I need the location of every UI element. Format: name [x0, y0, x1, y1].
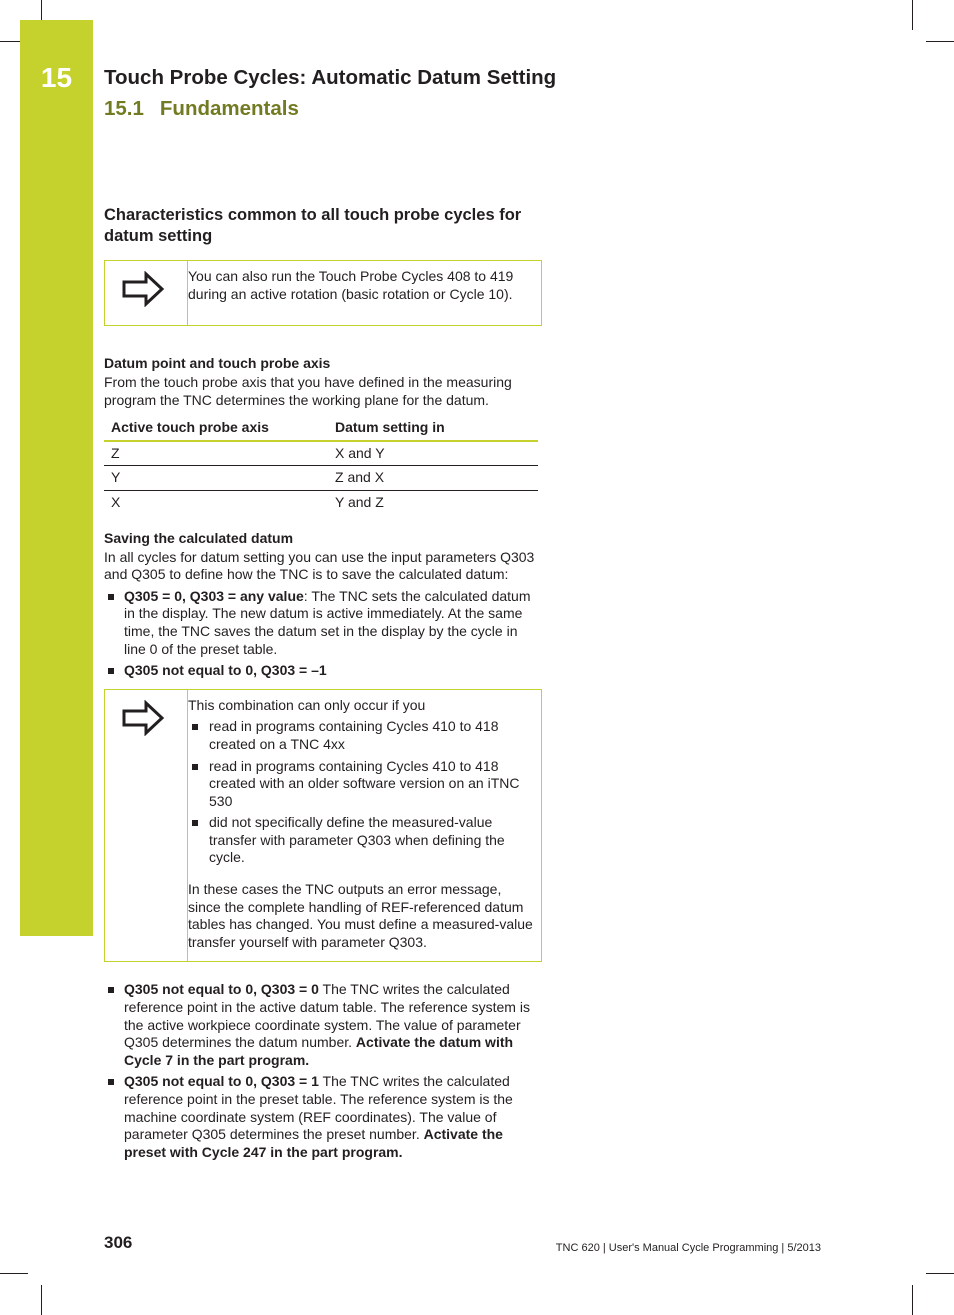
table-header-cell: Datum setting in: [328, 415, 538, 441]
table-row: [104, 466, 538, 491]
list-item: [104, 981, 540, 1069]
list-item-text: : The TNC sets the calculated datum in the display. The new datum is active immediately. At the same time, the TNC saves the datum set in the display by the cycle in line 0 of the preset table.: [124, 587, 531, 657]
note-box: [104, 689, 542, 963]
table-cell: Z and X: [328, 466, 538, 491]
chapter-number: 15: [40, 62, 73, 93]
table-cell: Y and Z: [335, 493, 384, 510]
table-header-cell: Active touch probe axis: [104, 415, 328, 441]
section-name: Fundamentals: [159, 97, 299, 120]
note-text: [188, 690, 541, 962]
main-heading: Characteristics common to all touch probe cycles for datum setting: [104, 206, 522, 245]
subheading-datum-point: Datum point and touch probe axis: [104, 355, 331, 371]
subheading-saving: Saving the calculated datum: [104, 529, 294, 546]
note-icon-column: [105, 690, 188, 962]
note-icon-column: [105, 261, 188, 325]
list-item: [104, 662, 540, 680]
table-header-row: [104, 415, 538, 441]
crop-mark: [926, 41, 954, 42]
note-list: [188, 718, 533, 867]
axis-table: [104, 415, 538, 514]
crop-mark: [0, 41, 20, 42]
note-outro: In these cases the TNC outputs an error message, since the complete handling of REF-referenced datum tables has changed. You must define a measured-value transfer yourself with parameter Q303.: [188, 881, 533, 950]
list-item-text: The TNC writes the calculated reference point in the active datum table. The reference system is the active workpiece coordinate system. The value of parameter Q305 determines the datum number.: [124, 981, 530, 1051]
note-intro: This combination can only occur if you: [188, 696, 426, 713]
list-item-bold: Q305 not equal to 0, Q303 = 0: [124, 981, 319, 998]
crop-mark: [41, 1285, 42, 1315]
crop-mark: [41, 0, 42, 20]
list-item: [104, 1073, 540, 1161]
note-paragraph: You can also run the Touch Probe Cycles 408 to 419 during an active rotation (basic rotation or Cycle 10).: [188, 268, 514, 302]
right-arrow-icon: [121, 271, 165, 307]
table-cell: X: [111, 493, 121, 510]
section-title: [104, 97, 299, 121]
list-item: read in programs containing Cycles 410 to 418 created on a TNC 4xx: [188, 718, 533, 753]
table-cell: Z: [104, 441, 328, 466]
note-box: [104, 260, 542, 326]
list-item-bold: Q305 not equal to 0, Q303 = 1: [124, 1073, 319, 1090]
table-row: [104, 441, 538, 466]
footer-info: TNC 620 | User's Manual Cycle Programming | 5/2013: [555, 1242, 821, 1254]
table-row: [104, 490, 538, 514]
datum-point-text: From the touch probe axis that you have defined in the measuring program the TNC determines the working plane for the datum.: [104, 374, 512, 408]
list-item-bold: Activate the preset with Cycle 247 in the part program.: [124, 1126, 503, 1160]
section-number: 15.1: [104, 97, 144, 120]
list-item-bold: Q305 = 0, Q303 = any value: [124, 587, 304, 604]
page-number: 306: [104, 1233, 133, 1252]
list-item-text: The TNC writes the calculated reference point in the preset table. The reference system is the machine coordinate system (REF coordinates). The value of parameter Q305 determines the preset number.: [124, 1073, 513, 1143]
saving-text: In all cycles for datum setting you can use the input parameters Q303 and Q305 to define how the TNC is to save the calculated datum:: [104, 548, 535, 583]
list-item-bold: Activate the datum with Cycle 7 in the part program.: [124, 1034, 514, 1068]
page-content: [104, 205, 540, 1165]
saving-list: [104, 588, 540, 680]
crop-mark: [912, 1285, 913, 1315]
table-cell: X and Y: [328, 441, 538, 466]
list-item-bold: Q305 not equal to 0, Q303 = –1: [124, 662, 327, 679]
list-item: [104, 588, 540, 658]
list-item: read in programs containing Cycles 410 to 418 created with an older software version on an iTNC 530: [188, 758, 533, 811]
crop-mark: [926, 1273, 954, 1274]
list-item: did not specifically define the measured-value transfer with parameter Q303 when defining the cycle.: [188, 814, 533, 867]
right-arrow-icon: [121, 700, 165, 736]
crop-mark: [0, 1273, 28, 1274]
more-list: [104, 981, 540, 1161]
note-text: [188, 261, 541, 325]
chapter-title: Touch Probe Cycles: Automatic Datum Setting: [104, 66, 557, 89]
crop-mark: [912, 0, 913, 30]
table-cell: Y: [104, 466, 328, 491]
chapter-tab-bar: [20, 20, 93, 936]
